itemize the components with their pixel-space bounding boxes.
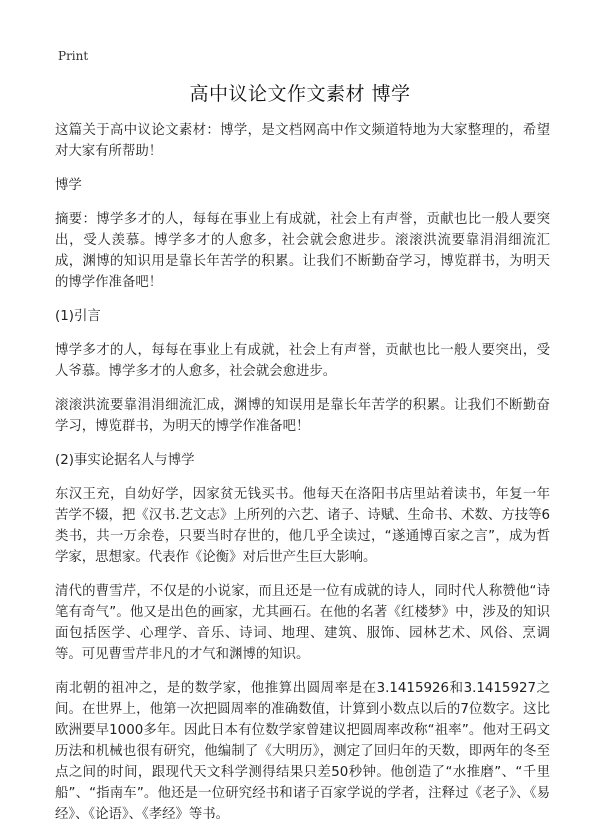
print-link[interactable]: Print — [58, 49, 89, 63]
heading-introduction: (1)引言 — [55, 309, 101, 324]
paragraph-1: 博学多才的人，每每在事业上有成就，社会上有声誉，贡献也比一般人要突出，受人爷慕。博学多才的人愈多，社会就会愈进步。 — [55, 343, 550, 379]
article-body — [55, 120, 550, 838]
page-title: 高中议论文作文素材 博学 — [189, 83, 411, 105]
paragraph-2: 滚滚洪流要靠涓涓细流汇成，渊博的知误用是靠长年苦学的积累。让我们不断勤奋学习，博览群书，为明天的博学作准备吧！ — [55, 398, 550, 434]
abstract-paragraph: 摘要：博学多才的人，每每在事业上有成就，社会上有声誉，贡献也比一般人要突出，受人羡慕。博学多才的人愈多，社会就会愈进步。滚滚洪流要靠涓涓细流汇成，渊博的知识用是靠长年苦学的积累。让我们不断勤奋学习，博览群书，为明天的博学作准备吧！ — [55, 212, 550, 290]
heading-examples: (2)事实论据名人与博学 — [55, 453, 195, 468]
paragraph-wang-chong: 东汉王充，自幼好学，因家贫无钱买书。他每天在洛阳书店里站着读书，年复一年苦学不辍，把《汉书.艺文志》上所列的六艺、诸子、诗赋、生命书、术数、方技等6类书，共一万余卷，只要当时存世的，他几乎全读过，“遂通博百家之言”，成为哲学家，思想家。代表作《论衡》对后世产生巨大影响。 — [55, 487, 550, 565]
section-heading: 博学 — [55, 178, 82, 193]
paragraph-zu-chongzhi: 南北朝的祖冲之，是的数学家，他推算出圆周率是在3.1415926和3.1415927之间。在世界上，他第一次把圆周率的准确数值，计算到小数点以后的7位数字。这比欧洲要早1000多年。因此日本有位数学家曾建议把圆周率改称“祖率”。他对王码文历法和机械也很有研究，他编制了《大明历》，测定了回归年的天数，即两年的冬至点之间的时间，跟现代天文科学测得结果只差50秒钟。他创造了“水推磨”、“千里船”、“指南车”。他还是一位研究经书和诸子百家学说的学者，注释过《老子》、《易经》、《论语》、《孝经》等书。 — [55, 681, 550, 822]
intro-paragraph: 这篇关于高中议论文素材：博学，是文档网高中作文频道特地为大家整理的，希望对大家有所帮助！ — [55, 123, 550, 159]
paragraph-cao-xueqin: 清代的曹雪芹，不仅是的小说家，而且还是一位有成就的诗人，同时代人称赞他“诗笔有奇气”。他又是出色的画家，尤其画石。在他的名著《红楼梦》中，涉及的知识面包括医学、心理学、音乐、诗词、地理、建筑、服饰、园林艺术、风俗、烹调等。可见曹雪芹非凡的才气和渊博的知识。 — [55, 584, 550, 662]
